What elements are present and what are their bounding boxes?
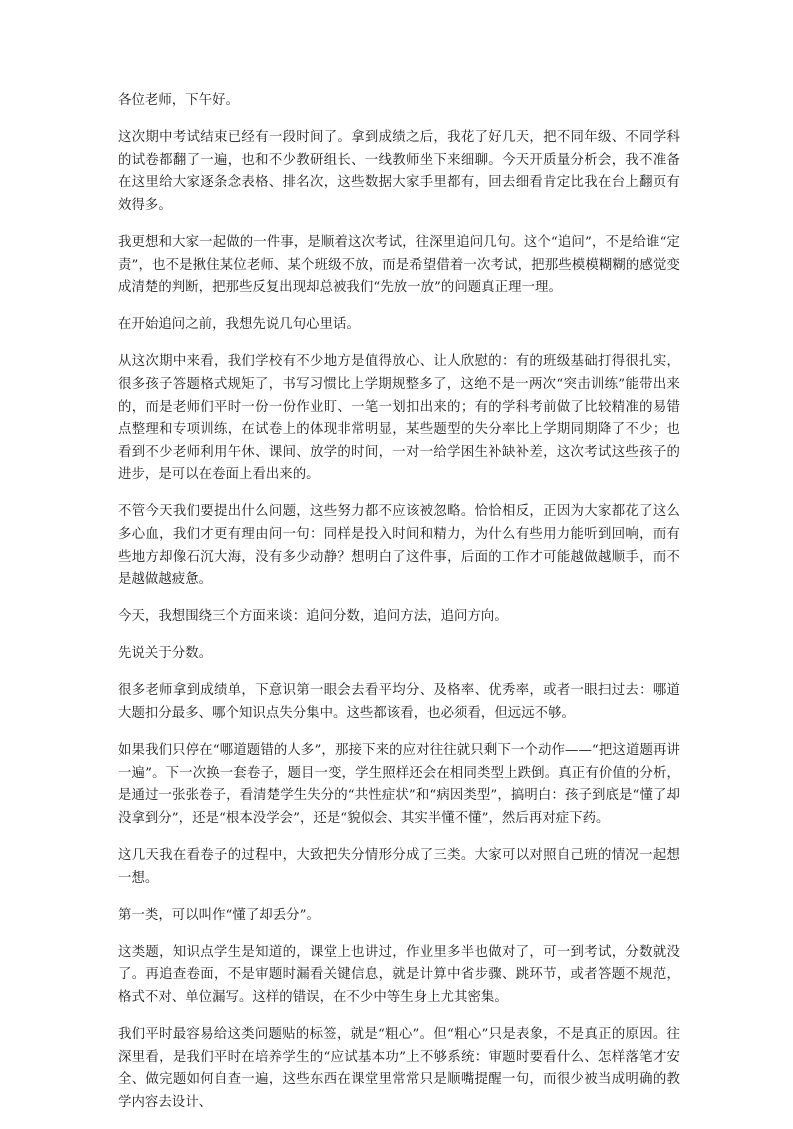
paragraph-outline: 今天，我想围绕三个方面来谈：追问分数，追问方法，追问方向。 [118,609,508,625]
paragraph-transition: 在开始追问之前，我想先说几句心里话。 [118,317,360,333]
paragraph-reflection: 不管今天我们要提出什么问题，这些努力都不应该被忽略。恰恰相反，正因为大家都花了这么多心血，我们才更有理由问一句：同样是投入时间和精力，为什么有些用力能听到回响，而有些地方却像石沉大海，没有多少动静？想明白了这件事，后面的工作才可能越做越顺手，而不是越做越疲惫。 [118,504,680,588]
paragraph-type-one-title: 第一类，可以叫作“懂了却丢分”。 [118,907,320,923]
paragraph-three-types: 这几天我在看卷子的过程中，大致把失分情形分成了三类。大家可以对照自己班的情况一起想一想。 [118,848,680,886]
paragraph-type-one-detail: 这类题，知识点学生是知道的，课堂上也讲过，作业里多半也做对了，可一到考试，分数就没了。再追查卷面，不是审题时漏看关键信息，就是计算中省步骤、跳环节，或者答题不规范，格式不对、单位漏写。这样的错误，在不少中等生身上尤其密集。 [118,944,680,1005]
paragraph-purpose: 我更想和大家一起做的一件事，是顺着这次考试，往深里追问几句。这个“追问”，不是给谁“定责”，也不是揪住某位老师、某个班级不放，而是希望借着一次考试，把那些模模糊糊的感觉变成清楚的判断，把那些反复出现却总被我们“先放一放”的问题真正理一理。 [118,234,680,296]
document-body [118,90,680,1129]
paragraph-score-habits: 很多老师拿到成绩单，下意识第一眼会去看平均分、及格率、优秀率，或者一眼扫过去：哪道大题扣分最多、哪个知识点失分集中。这些都该看，也必须看，但远远不够。 [118,683,680,722]
paragraph-score-analysis: 如果我们只停在“哪道题错的人多”，那接下来的应对往往就只剩下一个动作——“把这道题再讲一遍”。下一次换一套卷子，题目一变，学生照样还会在相同类型上跌倒。真正有价值的分析，是通过一张张卷子，看清楚学生失分的“共性症状”和“病因类型”，搞明白：孩子到底是“懂了却没拿到分”，还是“根本没学会”，还是“貌似会、其实半懂不懂”，然后再对症下药。 [118,743,680,826]
paragraph-achievements: 从这次期中来看，我们学校有不少地方是值得放心、让人欣慰的：有的班级基础打得很扎实，很多孩子答题格式规矩了，书写习惯比上学期规整多了，这绝不是一两次“突击训练”能带出来的，而是老师们平时一份一份作业盯、一笔一划扣出来的；有的学科考前做了比较精准的易错点整理和专项训练，在试卷上的体现非常明显，某些题型的失分率比上学期同期降了不少；也看到不少老师利用午休、课间、放学的时间，一对一给学困生补缺补差，这次考试这些孩子的进步，是可以在卷面上看出来的。 [118,354,680,483]
paragraph-section-score: 先说关于分数。 [118,646,213,662]
paragraph-intro: 这次期中考试结束已经有一段时间了。拿到成绩之后，我花了好几天，把不同年级、不同学科的试卷都翻了一遍，也和不少教研组长、一线教师坐下来细聊。今天开质量分析会，我不准备在这里给大家逐条念表格、排名次，这些数据大家手里都有，回去细看肯定比我在台上翻页有效得多。 [118,130,680,213]
paragraph-careless-label: 我们平时最容易给这类问题贴的标签，就是“粗心”。但“粗心”只是表象，不是真正的原因。往深里看，是我们平时在培养学生的“应试基本功”上不够系统：审题时要看什么、怎样落笔才安全、做完题如何自查一遍，这些东西在课堂里常常只是顺嘴提醒一句，而很少被当成明确的教学内容去设计、 [118,1027,680,1110]
paragraph-greeting: 各位老师，下午好。 [118,93,239,108]
